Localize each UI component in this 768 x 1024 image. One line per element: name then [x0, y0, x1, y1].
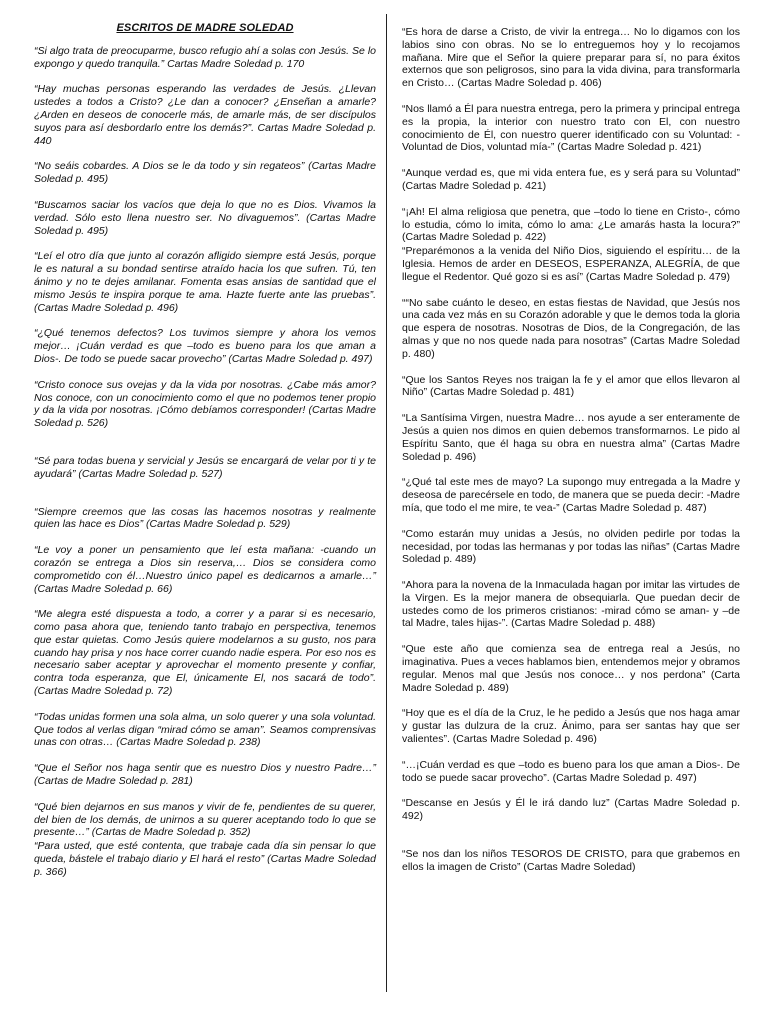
quote: “Hay muchas personas esperando las verdades de Jesús. ¿Llevan ustedes a todos a Cristo? ¿Le dan a conocer? ¿Enseñan a amarle? ¿Arden en deseos de conocerle más, de amarle más, de ser discípulos suyos para así desbordarlo entre los demás?”. Cartas Madre Soledad p. 440	[34, 83, 376, 147]
quote: “Sé para todas buena y servicial y Jesús se encargará de velar por ti y te ayudará” (Cartas Madre Soledad p. 527)	[34, 454, 376, 480]
document-title: ESCRITOS DE MADRE SOLEDAD	[116, 22, 294, 34]
quote: “Me alegra esté dispuesta a todo, a correr y a parar si es necesario, como pasa ahora que, teniendo tanto trabajo en perspectiva, tenemos que estar quietas. Como Jesús quiere modelarnos a su gusto, nos para cuando hay prisa y nos hace correr cuando nadie espera. Por eso nos es necesario saber aceptar y aprovechar el momento presente y confiar, contra toda esperanza, que El, únicamente El, nos sacará de todo”. (Cartas Madre Soledad p. 72)	[34, 608, 376, 698]
quote: “Leí el otro día que junto al corazón afligido siempre está Jesús, porque le es natural a su bondad sentirse atraído hacia los que sufren. Tú, ten ánimo y no te dejes amilanar. Fomenta esas ansias de santidad que el mismo Jesús te inspira porque te ama. Hazte fuerte ante las pruebas”. (Cartas Madre Soledad p. 496)	[34, 250, 376, 314]
quote: “Hoy que es el día de la Cruz, le he pedido a Jesús que nos haga amar y gustar las dulzura de la cruz. Ánimo, para ser santas hay que ser valientes”. (Cartas Madre Soledad p. 496)	[402, 707, 740, 746]
quote: “Aunque verdad es, que mi vida entera fue, es y será para su Voluntad” (Cartas Madre Soledad p. 421)	[402, 167, 740, 192]
left-column	[34, 22, 376, 879]
quote: “Preparémonos a la venida del Niño Dios, siguiendo el espíritu… de la Iglesia. Hemos de arder en DESEOS, ESPERANZA, ALEGRÍA, de que llegue el Redentor. Qué gozo si es así” (Cartas Madre Soledad p. 479)	[402, 245, 740, 283]
quote: “Se nos dan los niños TESOROS DE CRISTO, para que grabemos en ellos la imagen de Cristo” (Cartas Madre Soledad)	[402, 848, 740, 873]
quote: “Como estarán muy unidas a Jesús, no olviden pedirle por todas la necesidad, por todas las hermanas y por todas las niñas” (Cartas Madre Soledad p. 489)	[402, 527, 740, 566]
quote: “La Santísima Virgen, nuestra Madre… nos ayude a ser enteramente de Jesús a quien nos dimos en quien debemos transformarnos. Le pido al Espíritu Santo, que él haga su obra en nuestra alma” (Cartas Madre Soledad p. 496)	[402, 412, 740, 463]
quote: “Que los Santos Reyes nos traigan la fe y el amor que ellos llevaron al Niño” (Cartas Madre Soledad p. 481)	[402, 373, 740, 399]
quote: “Le voy a poner un pensamiento que leí esta mañana: -cuando un corazón se entrega a Dios sin reserva,… Dios se considera como comprometido con él…Nuestro único papel es dedicarnos a amarle…” (Cartas Madre Soledad p. 66)	[34, 544, 376, 595]
quote: “¡Ah! El alma religiosa que penetra, que –todo lo tiene en Cristo-, cómo lo estudia, cómo lo imita, cómo lo ama: ¿Le amarás hasta la locura?” (Cartas Madre Soledad p. 422)	[402, 205, 740, 244]
quote: “¿Qué tenemos defectos? Los tuvimos siempre y ahora los vemos mejor… ¡Cuán verdad es que –todo es bueno para los que aman a Dios-. De todo se puede sacar provecho” (Cartas Madre Soledad p. 497)	[34, 327, 376, 365]
quote: “Si algo trata de preocuparme, busco refugio ahí a solas con Jesús. Se lo expongo y quedo tranquila.” Cartas Madre Soledad p. 170	[34, 44, 376, 70]
quote: “Nos llamó a Él para nuestra entrega, pero la primera y principal entrega es la propia, la interior con nuestro trato con El, con nuestro conocimiento de Él, con nuestro querer identificado con su Voluntad: -Voluntad de Dios, voluntad mía-” (Cartas Madre Soledad p. 421)	[402, 102, 740, 154]
quote: “…¡Cuán verdad es que –todo es bueno para los que aman a Dios-. De todo se puede sacar provecho”. (Cartas Madre Soledad p. 497)	[402, 758, 740, 784]
quote: “Que el Señor nos haga sentir que es nuestro Dios y nuestro Padre…” (Cartas de Madre Soledad p. 281)	[34, 762, 376, 788]
quote: “Para usted, que esté contenta, que trabaje cada día sin pensar lo que queda, bástele el trabajo diario y El hará el resto” (Cartas Madre Soledad p. 366)	[34, 840, 376, 878]
quote: “Buscamos saciar los vacíos que deja lo que no es Dios. Vivamos la verdad. Sólo esto llena nuestro ser. No divaguemos”. (Cartas Madre Soledad p. 495)	[34, 198, 376, 237]
quote: “Que este año que comienza sea de entrega real a Jesús, no imaginativa. Pues a veces hablamos bien, entendemos mejor y obramos regular. Menos mal que Jesús nos conoce… y nos perdona” (Carta Madre Soledad p. 489)	[402, 643, 740, 694]
quote: ““No sabe cuánto le deseo, en estas fiestas de Navidad, que Jesús nos una cada vez más en su Corazón adorable y que le demos toda la gloria que espera de nosotras. Nosotras de Dios, de la Congregación, de las almas y que no nos quede nada para nosotras” (Cartas Madre Soledad p. 480)	[402, 296, 740, 360]
quote: “Siempre creemos que las cosas las hacemos nosotras y realmente quien las hace es Dios” (Cartas Madre Soledad p. 529)	[34, 505, 376, 531]
quote: “Descanse en Jesús y Él le irá dando luz” (Cartas Madre Soledad p. 492)	[402, 797, 740, 823]
quote: “Cristo conoce sus ovejas y da la vida por nosotras. ¿Cabe más amor? Nos conoce, con un conocimiento como el que no podemos tener propio y da la vida por nosotras. ¡Cómo debíamos corresponder! (Cartas Madre Soledad p. 526)	[34, 378, 376, 430]
quote: “No seáis cobardes. A Dios se le da todo y sin regateos” (Cartas Madre Soledad p. 495)	[34, 160, 376, 186]
right-column	[402, 26, 740, 874]
quote: “Todas unidas formen una sola alma, un solo querer y una sola voluntad. Que todos al verlas digan “mirad cómo se aman”. Seamos comprensivas unas con otras… (Cartas Madre Soledad p. 238)	[34, 710, 376, 749]
quote: “Es hora de darse a Cristo, de vivir la entrega… No lo digamos con los labios sino con obras. No se lo entreguemos hoy y lo recojamos mañana. Mire que el Señor la quiere preparar para sí, no para éxitos externos que son peligrosos, sino para la vida divina, para transformarla en Cristo… (Cartas Madre Soledad p. 406)	[402, 26, 740, 90]
quote: “Qué bien dejarnos en sus manos y vivir de fe, pendientes de su querer, del bien de los demás, de unirnos a su querer aceptando todo lo que se presente…” (Cartas de Madre Soledad p. 352)	[34, 800, 376, 839]
quote: “Ahora para la novena de la Inmaculada hagan por imitar las virtudes de la Virgen. Es la mejor manera de obsequiarla. Que puedan decir de ustedes como de los primeros cristianos: -mirad cómo se aman- y –de tal Madre, tales hijas-”. (Cartas Madre Soledad p. 488)	[402, 579, 740, 630]
quote: “¿Qué tal este mes de mayo? La supongo muy entregada a la Madre y deseosa de parecérsele en todo, de manera que se pueda decir: -Madre mía, que todo el me mire, te vea-” (Cartas Madre Soledad p. 487)	[402, 476, 740, 514]
column-divider	[386, 14, 387, 992]
